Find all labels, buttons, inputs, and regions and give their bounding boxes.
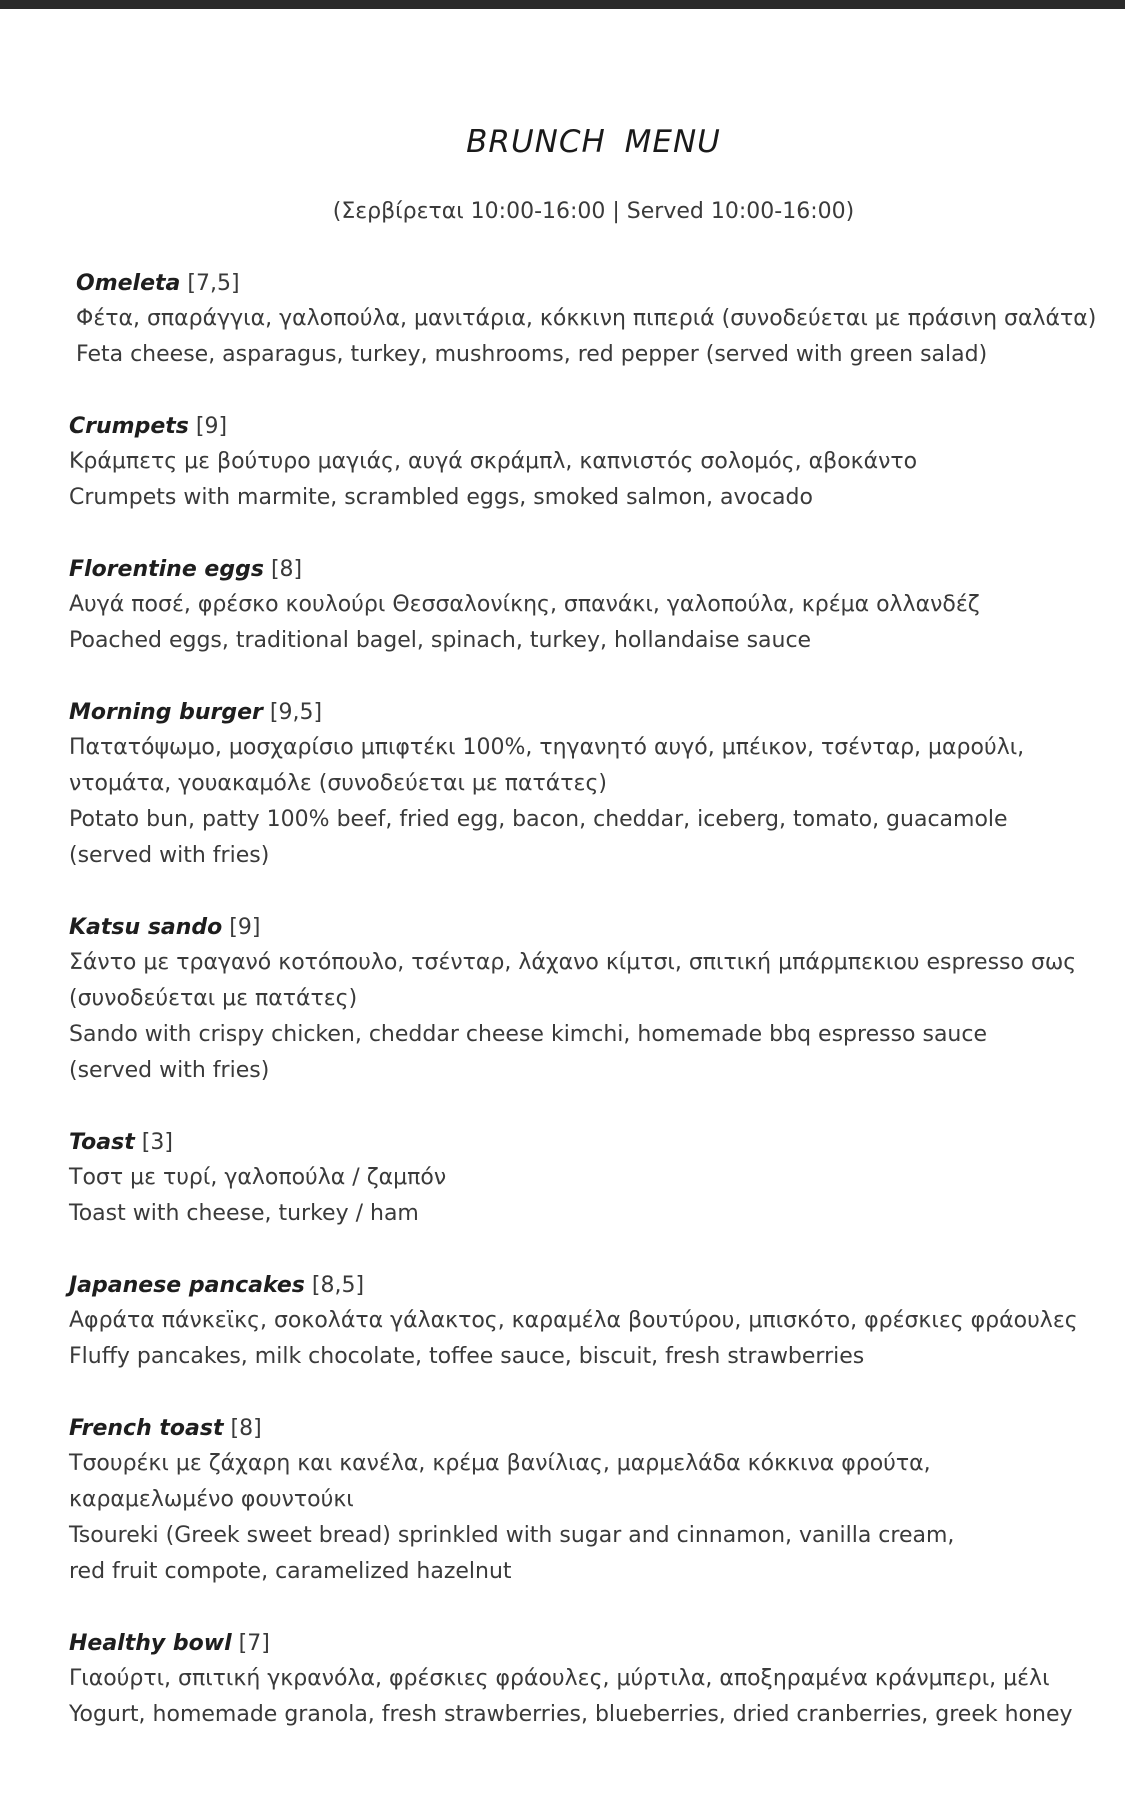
menu-item-description: Αυγά ποσέ, φρέσκο κουλούρι Θεσσαλονίκης, σπανάκι, γαλοπούλα, κρέμα ολλανδέζ <box>69 592 980 617</box>
menu-item-description: Crumpets with marmite, scrambled eggs, smoked salmon, avocado <box>69 485 813 510</box>
menu-item-header <box>69 1268 1119 1303</box>
menu-item-header <box>69 1411 1119 1446</box>
menu-item-header <box>76 266 1119 301</box>
menu-item-price: [9,5] <box>269 700 323 725</box>
menu-item-name: Katsu sando <box>69 915 223 940</box>
menu-item <box>69 266 1119 373</box>
menu-item <box>69 409 1119 516</box>
menu-item-name: Morning burger <box>69 700 263 725</box>
menu-item-description: (served with fries) <box>69 843 270 868</box>
menu-item-name: Healthy bowl <box>69 1631 232 1656</box>
menu-item-description: Κράμπετς με βούτυρο μαγιάς, αυγά σκράμπλ, καπνιστός σολομός, αβοκάντο <box>69 449 918 474</box>
menu-item-name: Florentine eggs <box>69 557 264 582</box>
menu-item-description: Τσουρέκι με ζάχαρη και κανέλα, κρέμα βανίλιας, μαρμελάδα κόκκινα φρούτα, <box>69 1451 931 1476</box>
menu-item-description: ντομάτα, γουακαμόλε (συνοδεύεται με πατάτες) <box>69 771 607 796</box>
menu-item <box>69 552 1119 659</box>
menu-item-description: Γιαούρτι, σπιτική γκρανόλα, φρέσκιες φράουλες, μύρτιλα, αποξηραμένα κράνμπερι, μέλι <box>69 1666 1050 1691</box>
menu-item-description: Σάντο με τραγανό κοτόπουλο, τσένταρ, λάχανο κίμτσι, σπιτική μπάρμπεκιου espresso σως <box>69 950 1077 975</box>
menu-item-description: red fruit compote, caramelized hazelnut <box>69 1559 512 1584</box>
menu-item-price: [8] <box>270 557 303 582</box>
menu-item-name: Omeleta <box>76 271 181 296</box>
menu-item-name: French toast <box>69 1416 224 1441</box>
menu-item-header <box>69 409 1119 444</box>
menu-item <box>69 1626 1119 1733</box>
menu-item-price: [3] <box>141 1130 173 1155</box>
page-title: BRUNCH MENU <box>466 124 721 160</box>
menu-item <box>69 1411 1119 1590</box>
menu-item-name: Toast <box>69 1130 135 1155</box>
menu-item-description: Tsoureki (Greek sweet bread) sprinkled with sugar and cinnamon, vanilla cream, <box>69 1523 955 1548</box>
menu-item-header <box>69 910 1119 945</box>
menu-item-price: [8,5] <box>311 1273 365 1298</box>
menu-item-description: Poached eggs, traditional bagel, spinach, turkey, hollandaise sauce <box>69 628 812 653</box>
menu-item-name: Crumpets <box>69 414 189 439</box>
menu-item-description: Sando with crispy chicken, cheddar cheese kimchi, homemade bbq espresso sauce <box>69 1022 987 1047</box>
menu-item-price: [7] <box>238 1631 270 1656</box>
menu-item-description: (served with fries) <box>69 1058 270 1083</box>
menu-item-description: Feta cheese, asparagus, turkey, mushrooms, red pepper (served with green salad) <box>76 342 988 367</box>
menu-item-price: [8] <box>230 1416 262 1441</box>
menu-item-header <box>69 1626 1119 1661</box>
menu-item-price: [9] <box>229 915 261 940</box>
menu-item-description: Πατατόψωμο, μοσχαρίσιο μπιφτέκι 100%, τηγανητό αυγό, μπέικον, τσένταρ, μαρούλι, <box>69 735 1025 760</box>
menu-item <box>69 1125 1119 1232</box>
menu-item-description: Αφράτα πάνκεϊκς, σοκολάτα γάλακτος, καραμέλα βουτύρου, μπισκότο, φρέσκιες φράουλες <box>69 1308 1078 1333</box>
menu-item-price: [9] <box>195 414 228 439</box>
menu-item <box>69 1268 1119 1375</box>
menu-item-header <box>69 1125 1119 1160</box>
menu-item <box>69 695 1119 874</box>
menu-item-header <box>69 552 1119 587</box>
menu-item-description: Yogurt, homemade granola, fresh strawberries, blueberries, dried cranberries, greek honey <box>69 1702 1073 1727</box>
menu-item-description: Toast with cheese, turkey / ham <box>69 1201 419 1226</box>
menu-item-description: (συνοδεύεται με πατάτες) <box>69 986 358 1011</box>
menu-item-price: [7,5] <box>187 271 240 296</box>
menu-item-description: Fluffy pancakes, milk chocolate, toffee sauce, biscuit, fresh strawberries <box>69 1344 865 1369</box>
menu-item <box>69 910 1119 1089</box>
menu-list <box>69 266 1119 1769</box>
menu-item-name: Japanese pancakes <box>69 1273 305 1298</box>
menu-item-description: Potato bun, patty 100% beef, fried egg, bacon, cheddar, iceberg, tomato, guacamole <box>69 807 1008 832</box>
menu-item-description: καραμελωμένο φουντούκι <box>69 1487 354 1512</box>
menu-item-header <box>69 695 1119 730</box>
menu-item-description: Τοστ με τυρί, γαλοπούλα / ζαμπόν <box>69 1165 447 1190</box>
serving-hours: (Σερβίρεται 10:00-16:00 | Served 10:00-16:00) <box>332 199 855 224</box>
menu-item-description: Φέτα, σπαράγγια, γαλοπούλα, μανιτάρια, κόκκινη πιπεριά (συνοδεύεται με πράσινη σαλάτα) <box>76 306 1097 331</box>
